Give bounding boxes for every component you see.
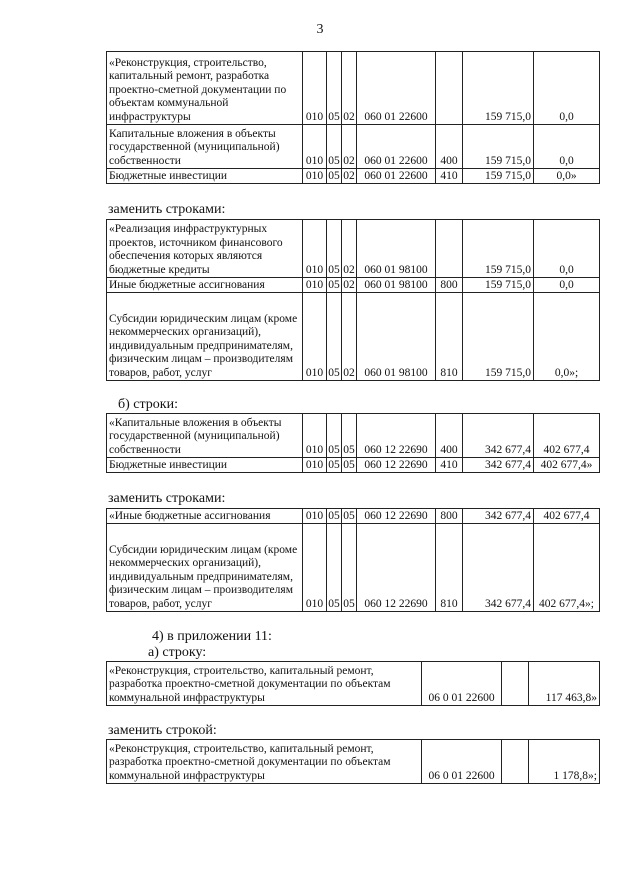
code-cell: 010	[303, 220, 327, 278]
code-cell: 02	[342, 293, 357, 381]
page-number: 3	[316, 22, 324, 37]
code-cell: 05	[343, 458, 355, 471]
code-cell: 05	[328, 509, 340, 522]
amount-cell: 402 677,4	[534, 414, 600, 458]
amount-cell: 342 677,4	[463, 458, 534, 473]
code-cell: 010	[303, 509, 327, 524]
section-label: 4) в приложении 11:	[152, 629, 272, 644]
amount-cell: 0,0	[534, 125, 600, 169]
code-cell: 010	[303, 293, 327, 381]
section-label: заменить строками:	[108, 202, 226, 217]
row-name: Субсидии юридическим лицам (кроме некоммерческих организаций), индивидуальным предпринимателям, физическим лицам – производителям товаров, работ, услуг	[107, 524, 303, 612]
row-name: «Реконструкция, строительство, капитальный ремонт, разработка проектно-сметной документации по объектам коммунальной инфраструктуры	[107, 740, 422, 784]
table-row	[107, 169, 600, 184]
expense-type-cell: 400	[436, 414, 463, 458]
code-cell: 010	[303, 169, 327, 184]
section-label: а) строку:	[148, 645, 207, 660]
code-cell: 010	[303, 52, 327, 125]
code-cell: 05	[328, 458, 340, 471]
amount-cell: 159 715,0	[463, 169, 534, 184]
code-cell: 010	[303, 278, 327, 293]
target-article-cell: 060 12 22690	[357, 509, 436, 524]
expense-type-cell: 810	[436, 524, 463, 612]
code-cell: 05	[343, 509, 355, 522]
budget-table-6	[106, 739, 600, 784]
target-article-cell: 060 12 22690	[357, 524, 436, 612]
budget-table-3	[106, 413, 600, 473]
row-name: «Реализация инфраструктурных проектов, источником финансового обеспечения которых являются бюджетные кредиты	[107, 220, 303, 278]
expense-type-cell	[502, 740, 529, 784]
amount-cell: 117 463,8»	[529, 662, 600, 706]
code-cell: 02	[343, 278, 355, 291]
amount-cell: 0,0	[534, 278, 600, 293]
amount-cell: 402 677,4»;	[534, 524, 600, 612]
code-cell: 05	[328, 278, 340, 291]
expense-type-cell	[436, 52, 463, 125]
code-cell: 05	[327, 125, 342, 169]
target-article-cell: 060 01 98100	[357, 220, 436, 278]
row-name: Бюджетные инвестиции	[107, 458, 303, 473]
table-row	[107, 414, 600, 458]
target-article-cell: 06 0 01 22600	[422, 662, 502, 706]
target-article-cell: 060 01 98100	[357, 293, 436, 381]
expense-type-cell: 810	[436, 293, 463, 381]
target-article-cell: 060 01 22600	[357, 125, 436, 169]
table-row	[107, 125, 600, 169]
expense-type-cell: 800	[436, 509, 463, 524]
table-row	[107, 458, 600, 473]
expense-type-cell: 400	[436, 125, 463, 169]
row-name: «Реконструкция, строительство, капитальный ремонт, разработка проектно-сметной документации по объектам коммунальной инфраструктуры	[107, 662, 422, 706]
row-name: «Капитальные вложения в объекты государственной (муниципальной) собственности	[107, 414, 303, 458]
amount-cell: 0,0	[534, 220, 600, 278]
expense-type-cell	[502, 662, 529, 706]
amount-cell: 159 715,0	[463, 220, 534, 278]
target-article-cell: 060 01 22600	[357, 169, 436, 184]
table-row	[107, 740, 600, 784]
target-article-cell: 06 0 01 22600	[422, 740, 502, 784]
row-name: Капитальные вложения в объекты государственной (муниципальной) собственности	[107, 125, 303, 169]
amount-cell: 159 715,0	[463, 52, 534, 125]
code-cell: 05	[327, 293, 342, 381]
target-article-cell: 060 01 22600	[357, 52, 436, 125]
amount-cell: 402 677,4»	[534, 458, 600, 473]
expense-type-cell: 800	[436, 278, 463, 293]
code-cell: 010	[303, 524, 327, 612]
section-label: заменить строкой:	[108, 723, 217, 738]
amount-cell: 159 715,0	[463, 293, 534, 381]
amount-cell: 342 677,4	[463, 509, 534, 524]
table-row	[107, 509, 600, 524]
expense-type-cell: 410	[436, 169, 463, 184]
code-cell: 05	[342, 524, 357, 612]
amount-cell: 159 715,0	[463, 125, 534, 169]
section-label: заменить строками:	[108, 491, 226, 506]
code-cell: 010	[303, 414, 327, 458]
table-row	[107, 524, 600, 612]
table-row	[107, 52, 600, 125]
code-cell: 02	[342, 220, 357, 278]
row-name: Бюджетные инвестиции	[107, 169, 303, 184]
section-label: б) строки:	[118, 397, 178, 412]
code-cell: 05	[327, 524, 342, 612]
code-cell: 05	[328, 169, 340, 182]
amount-cell: 402 677,4	[534, 509, 600, 524]
expense-type-cell	[436, 220, 463, 278]
budget-table-4	[106, 508, 600, 612]
row-name: «Реконструкция, строительство, капитальный ремонт, разработка проектно-сметной документации по объектам коммунальной инфраструктуры	[107, 52, 303, 125]
code-cell: 05	[327, 220, 342, 278]
target-article-cell: 060 12 22690	[357, 414, 436, 458]
amount-cell: 342 677,4	[463, 524, 534, 612]
table-row	[107, 662, 600, 706]
code-cell: 05	[327, 414, 342, 458]
target-article-cell: 060 12 22690	[357, 458, 436, 473]
code-cell: 010	[303, 125, 327, 169]
code-cell: 02	[342, 52, 357, 125]
expense-type-cell: 410	[436, 458, 463, 473]
amount-cell: 0,0»;	[534, 293, 600, 381]
amount-cell: 1 178,8»;	[529, 740, 600, 784]
code-cell: 05	[342, 414, 357, 458]
budget-table-1	[106, 51, 600, 184]
table-row	[107, 278, 600, 293]
budget-table-5	[106, 661, 600, 706]
amount-cell: 159 715,0	[463, 278, 534, 293]
amount-cell: 0,0	[534, 52, 600, 125]
row-name: Иные бюджетные ассигнования	[107, 278, 303, 293]
target-article-cell: 060 01 98100	[357, 278, 436, 293]
code-cell: 02	[343, 169, 355, 182]
row-name: «Иные бюджетные ассигнования	[107, 509, 303, 524]
table-row	[107, 220, 600, 278]
row-name: Субсидии юридическим лицам (кроме некоммерческих организаций), индивидуальным предпринимателям, физическим лицам – производителям товаров, работ, услуг	[107, 293, 303, 381]
code-cell: 05	[327, 52, 342, 125]
table-row	[107, 293, 600, 381]
amount-cell: 342 677,4	[463, 414, 534, 458]
budget-table-2	[106, 219, 600, 381]
amount-cell: 0,0»	[534, 169, 600, 184]
code-cell: 010	[303, 458, 327, 473]
code-cell: 02	[342, 125, 357, 169]
